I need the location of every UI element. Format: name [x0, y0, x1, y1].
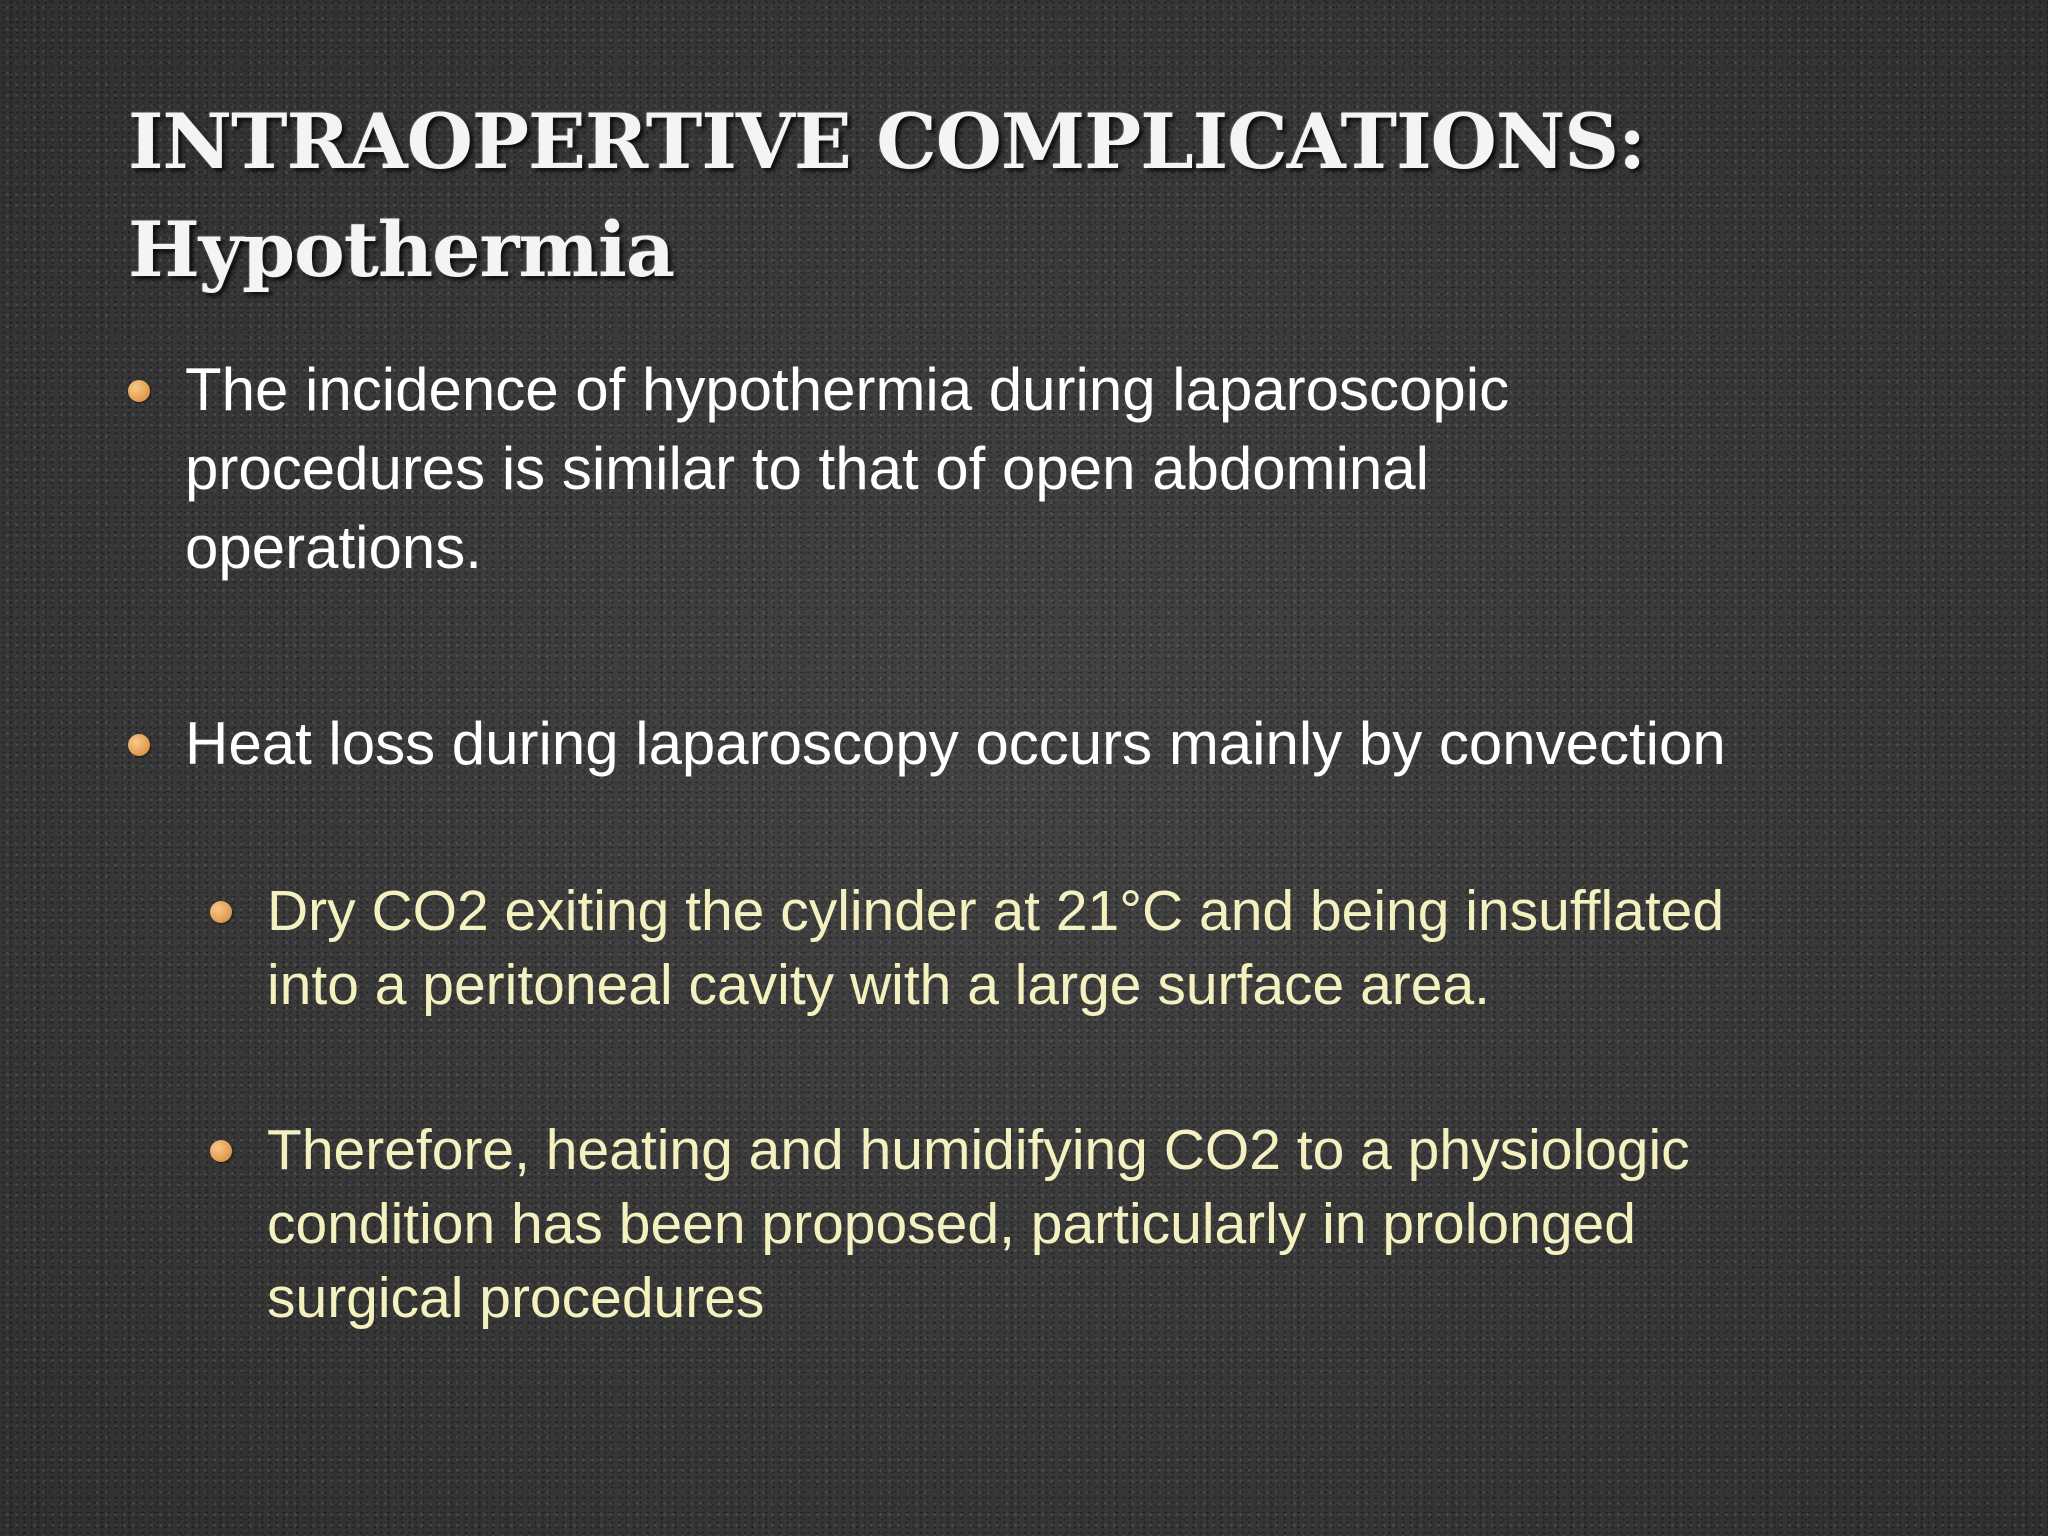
bullet-dot-icon — [128, 380, 150, 402]
bullet-line: Dry CO2 exiting the cylinder at 21°C and being insufflated — [267, 879, 1725, 943]
bullet-dot-icon — [210, 1140, 232, 1162]
bullet-line: surgical procedures — [267, 1266, 765, 1330]
bullet-dot-icon — [128, 734, 150, 756]
bullet-dot-icon — [210, 901, 232, 923]
bullet-line: Heat loss during laparoscopy occurs mainly by convection — [185, 710, 1726, 777]
bullet-line: Therefore, heating and humidifying CO2 to a physiologic — [267, 1118, 1690, 1182]
slide-title-line-2: Hypothermia — [128, 205, 675, 294]
slide-title-line-1: INTRAOPERTIVE COMPLICATIONS: — [128, 97, 1646, 186]
bullet-line: condition has been proposed, particularly in prolonged — [267, 1192, 1636, 1256]
sub-bullet-item — [267, 874, 1967, 1022]
bullet-line: into a peritoneal cavity with a large surface area. — [267, 953, 1490, 1017]
bullet-item — [185, 350, 1985, 587]
sub-bullet-item — [267, 1113, 1967, 1335]
bullet-line: The incidence of hypothermia during laparoscopic — [185, 356, 1510, 423]
bullet-line: operations. — [185, 514, 482, 581]
bullet-item — [185, 704, 2005, 783]
bullet-line: procedures is similar to that of open abdominal — [185, 435, 1430, 502]
